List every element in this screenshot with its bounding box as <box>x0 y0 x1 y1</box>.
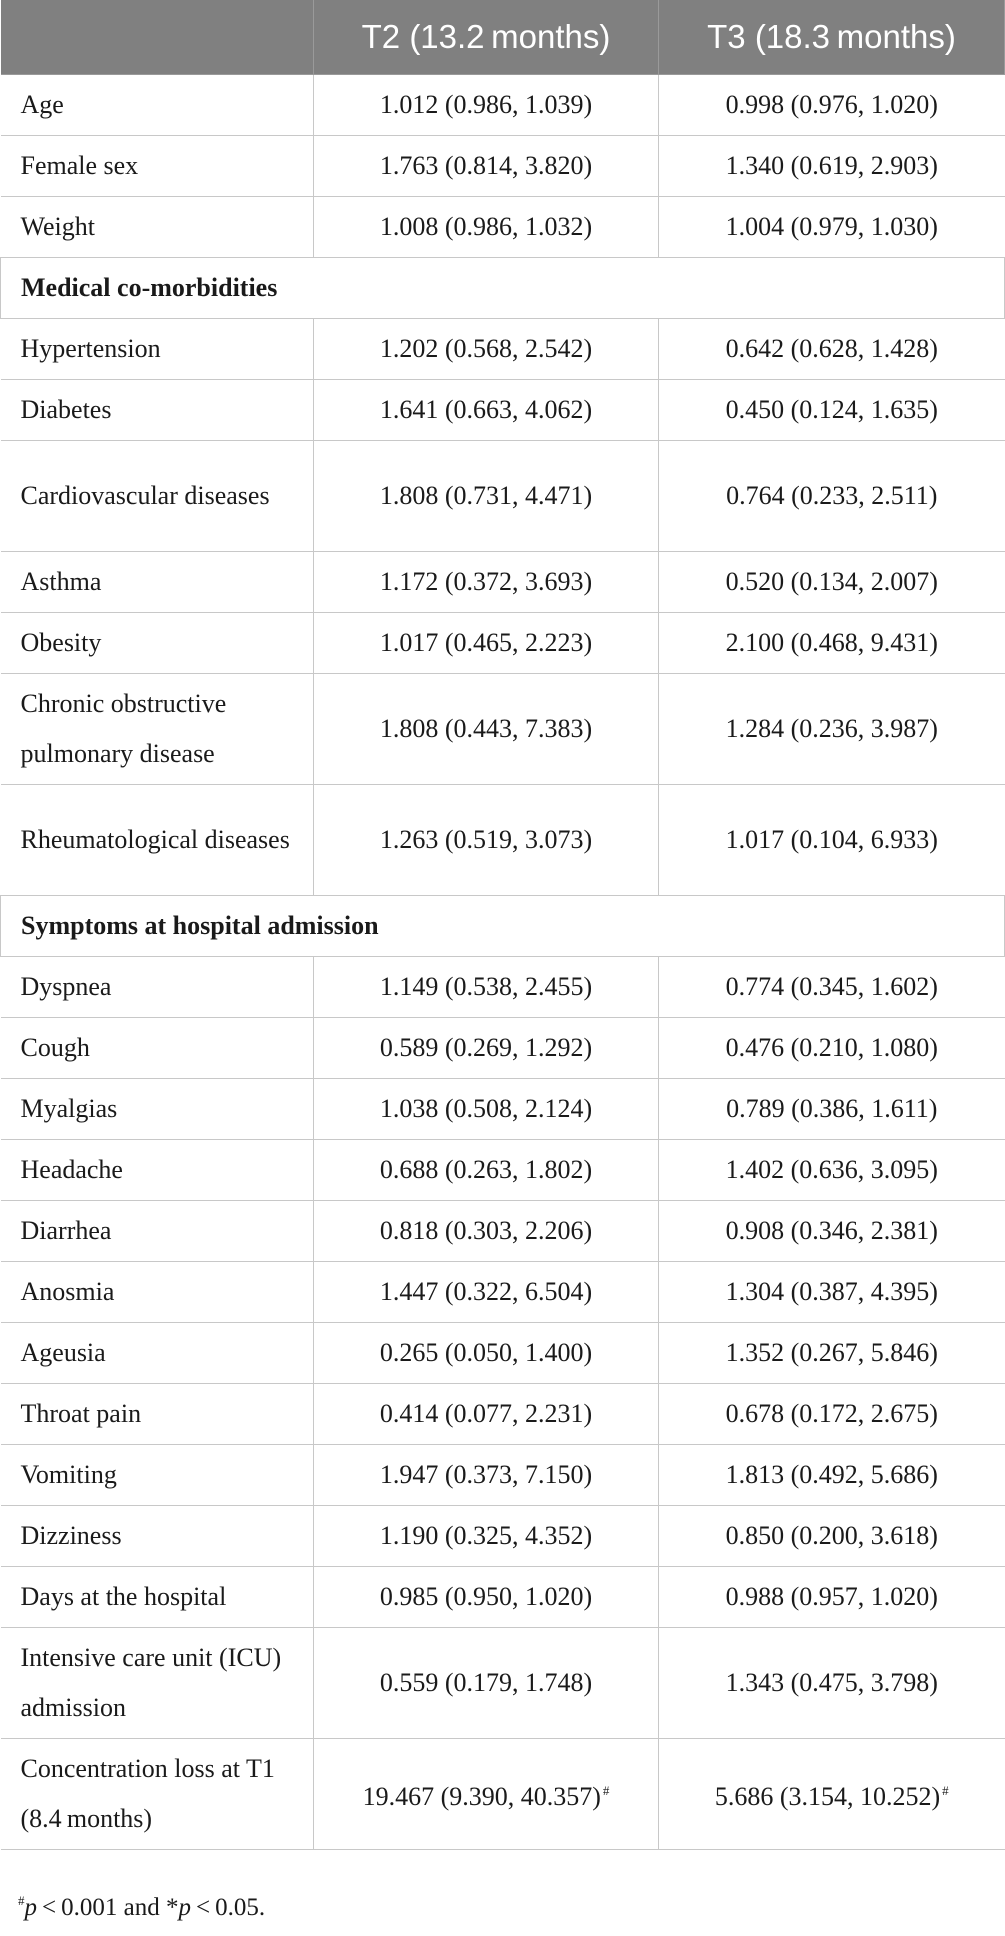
cell-t3 <box>659 1739 1005 1850</box>
value-t3: 5.686 (3.154, 10.252) <box>714 1782 941 1811</box>
cell-t3 <box>659 957 1005 1018</box>
value-t2: 0.559 (0.179, 1.748) <box>379 1668 593 1697</box>
row-label: Dyspnea <box>1 957 314 1018</box>
table-row <box>1 1628 1005 1739</box>
cell-t3 <box>659 1323 1005 1384</box>
value-t3: 2.100 (0.468, 9.431) <box>725 628 938 657</box>
footnote-text1: < 0.001 and * <box>37 1894 179 1921</box>
significance-mark: # <box>602 1783 610 1798</box>
value-t3: 1.304 (0.387, 4.395) <box>725 1277 938 1306</box>
table-row <box>1 1384 1005 1445</box>
value-t2: 0.818 (0.303, 2.206) <box>379 1216 593 1245</box>
row-label: Anosmia <box>1 1262 314 1323</box>
cell-t2 <box>314 380 659 441</box>
value-t3: 0.764 (0.233, 2.511) <box>726 481 938 510</box>
table-row <box>1 380 1005 441</box>
significance-mark: # <box>942 1783 949 1798</box>
cell-t3 <box>659 1506 1005 1567</box>
value-t3: 0.998 (0.976, 1.020) <box>725 90 938 119</box>
table-row <box>1 613 1005 674</box>
row-label: Obesity <box>1 613 314 674</box>
cell-t2 <box>314 957 659 1018</box>
value-t2: 1.641 (0.663, 4.062) <box>379 395 593 424</box>
value-t2: 1.202 (0.568, 2.542) <box>379 334 593 363</box>
cell-t2 <box>314 1739 659 1850</box>
section-heading: Symptoms at hospital admission <box>1 896 1005 957</box>
row-label: Asthma <box>1 552 314 613</box>
value-t3: 1.004 (0.979, 1.030) <box>725 212 938 241</box>
value-t2: 1.447 (0.322, 6.504) <box>379 1277 593 1306</box>
cell-t2 <box>314 674 659 785</box>
cell-t2 <box>314 1323 659 1384</box>
header-row <box>1 0 1005 75</box>
cell-t2 <box>314 785 659 896</box>
footnote-p2: p <box>178 1894 191 1921</box>
value-t3: 1.352 (0.267, 5.846) <box>725 1338 938 1367</box>
value-t2: 1.263 (0.519, 3.073) <box>379 825 593 854</box>
row-label: Days at the hospital <box>1 1567 314 1628</box>
value-t3: 0.642 (0.628, 1.428) <box>725 334 938 363</box>
row-label: Cough <box>1 1018 314 1079</box>
table-row <box>1 1567 1005 1628</box>
section-row <box>1 896 1005 957</box>
row-label: Intensive care unit (ICU) admission <box>1 1628 314 1739</box>
cell-t2 <box>314 1262 659 1323</box>
table-row <box>1 1506 1005 1567</box>
row-label: Ageusia <box>1 1323 314 1384</box>
value-t2: 1.763 (0.814, 3.820) <box>379 151 593 180</box>
row-label: Chronic obstructive pulmonary disease <box>1 674 314 785</box>
table-header <box>1 0 1005 75</box>
value-t2: 0.414 (0.077, 2.231) <box>379 1399 593 1428</box>
cell-t2 <box>314 1079 659 1140</box>
value-t2: 1.172 (0.372, 3.693) <box>379 567 593 596</box>
value-t3: 1.017 (0.104, 6.933) <box>725 825 938 854</box>
value-t2: 0.985 (0.950, 1.020) <box>379 1582 593 1611</box>
table-row <box>1 1079 1005 1140</box>
value-t2: 0.589 (0.269, 1.292) <box>379 1033 593 1062</box>
cell-t3 <box>659 75 1005 136</box>
cell-t2 <box>314 197 659 258</box>
value-t2: 1.808 (0.731, 4.471) <box>379 481 593 510</box>
cell-t3 <box>659 674 1005 785</box>
cell-t3 <box>659 613 1005 674</box>
value-t2: 1.149 (0.538, 2.455) <box>379 972 593 1001</box>
table-row <box>1 674 1005 785</box>
row-label: Vomiting <box>1 1445 314 1506</box>
footnote <box>18 1893 265 1922</box>
value-t3: 1.340 (0.619, 2.903) <box>725 151 938 180</box>
table-row <box>1 785 1005 896</box>
cell-t3 <box>659 136 1005 197</box>
row-label: Headache <box>1 1140 314 1201</box>
value-t3: 0.988 (0.957, 1.020) <box>725 1582 938 1611</box>
table-row <box>1 1323 1005 1384</box>
value-t3: 0.908 (0.346, 2.381) <box>725 1216 938 1245</box>
cell-t3 <box>659 1384 1005 1445</box>
cell-t3 <box>659 1079 1005 1140</box>
value-t3: 0.450 (0.124, 1.635) <box>725 395 938 424</box>
table-row <box>1 1018 1005 1079</box>
value-t3: 0.789 (0.386, 1.611) <box>726 1094 938 1123</box>
row-label: Diabetes <box>1 380 314 441</box>
row-label: Diarrhea <box>1 1201 314 1262</box>
value-t2: 1.190 (0.325, 4.352) <box>379 1521 593 1550</box>
cell-t3 <box>659 552 1005 613</box>
cell-t2 <box>314 1445 659 1506</box>
table-row <box>1 1739 1005 1850</box>
row-label: Concentration loss at T1 (8.4 months) <box>1 1739 314 1850</box>
cell-t3 <box>659 1445 1005 1506</box>
footnote-p1: p <box>24 1894 37 1921</box>
cell-t2 <box>314 319 659 380</box>
table-row <box>1 441 1005 552</box>
value-t3: 0.850 (0.200, 3.618) <box>725 1521 938 1550</box>
cell-t2 <box>314 1140 659 1201</box>
table-row <box>1 1262 1005 1323</box>
cell-t3 <box>659 1262 1005 1323</box>
value-t3: 0.678 (0.172, 2.675) <box>725 1399 938 1428</box>
cell-t3 <box>659 1628 1005 1739</box>
cell-t2 <box>314 613 659 674</box>
cell-t2 <box>314 1567 659 1628</box>
row-label: Female sex <box>1 136 314 197</box>
section-row <box>1 258 1005 319</box>
cell-t2 <box>314 441 659 552</box>
cell-t3 <box>659 441 1005 552</box>
table-row <box>1 1140 1005 1201</box>
cell-t2 <box>314 1384 659 1445</box>
value-t3: 1.284 (0.236, 3.987) <box>725 714 938 743</box>
footnote-mark: # <box>18 1893 25 1908</box>
value-t3: 0.476 (0.210, 1.080) <box>725 1033 938 1062</box>
cell-t2 <box>314 1628 659 1739</box>
value-t3: 1.813 (0.492, 5.686) <box>725 1460 938 1489</box>
row-label: Dizziness <box>1 1506 314 1567</box>
table-row <box>1 75 1005 136</box>
table-row <box>1 197 1005 258</box>
value-t2: 1.017 (0.465, 2.223) <box>379 628 593 657</box>
value-t3: 1.402 (0.636, 3.095) <box>725 1155 938 1184</box>
value-t2: 0.265 (0.050, 1.400) <box>379 1338 593 1367</box>
value-t2: 1.008 (0.986, 1.032) <box>379 212 593 241</box>
cell-t3 <box>659 1018 1005 1079</box>
footnote-text2: < 0.05. <box>190 1894 266 1921</box>
row-label: Rheumatological diseases <box>1 785 314 896</box>
row-label: Weight <box>1 197 314 258</box>
value-t3: 1.343 (0.475, 3.798) <box>725 1668 938 1697</box>
cell-t3 <box>659 1201 1005 1262</box>
table-row <box>1 552 1005 613</box>
value-t2: 1.808 (0.443, 7.383) <box>379 714 593 743</box>
cell-t3 <box>659 380 1005 441</box>
value-t2: 1.012 (0.986, 1.039) <box>379 90 593 119</box>
row-label: Hypertension <box>1 319 314 380</box>
row-label: Cardiovascular diseases <box>1 441 314 552</box>
cell-t2 <box>314 75 659 136</box>
table-row <box>1 1445 1005 1506</box>
cell-t3 <box>659 785 1005 896</box>
table-row <box>1 319 1005 380</box>
cell-t3 <box>659 1140 1005 1201</box>
header-t2: T2 (13.2 months) <box>314 0 659 75</box>
cell-t2 <box>314 552 659 613</box>
cell-t2 <box>314 1018 659 1079</box>
value-t2: 0.688 (0.263, 1.802) <box>379 1155 593 1184</box>
value-t3: 0.520 (0.134, 2.007) <box>725 567 938 596</box>
cell-t3 <box>659 197 1005 258</box>
cell-t2 <box>314 1506 659 1567</box>
table-row <box>1 136 1005 197</box>
header-blank <box>1 0 314 75</box>
table-row <box>1 1201 1005 1262</box>
value-t2: 1.038 (0.508, 2.124) <box>379 1094 593 1123</box>
value-t2: 19.467 (9.390, 40.357) <box>362 1782 601 1811</box>
row-label: Myalgias <box>1 1079 314 1140</box>
value-t2: 1.947 (0.373, 7.150) <box>379 1460 593 1489</box>
cell-t3 <box>659 319 1005 380</box>
value-t3: 0.774 (0.345, 1.602) <box>725 972 938 1001</box>
cell-t3 <box>659 1567 1005 1628</box>
row-label: Throat pain <box>1 1384 314 1445</box>
cell-t2 <box>314 1201 659 1262</box>
table-body <box>1 75 1005 1850</box>
section-heading: Medical co-morbidities <box>1 258 1005 319</box>
row-label: Age <box>1 75 314 136</box>
cell-t2 <box>314 136 659 197</box>
table-row <box>1 957 1005 1018</box>
header-t3: T3 (18.3 months) <box>659 0 1005 75</box>
